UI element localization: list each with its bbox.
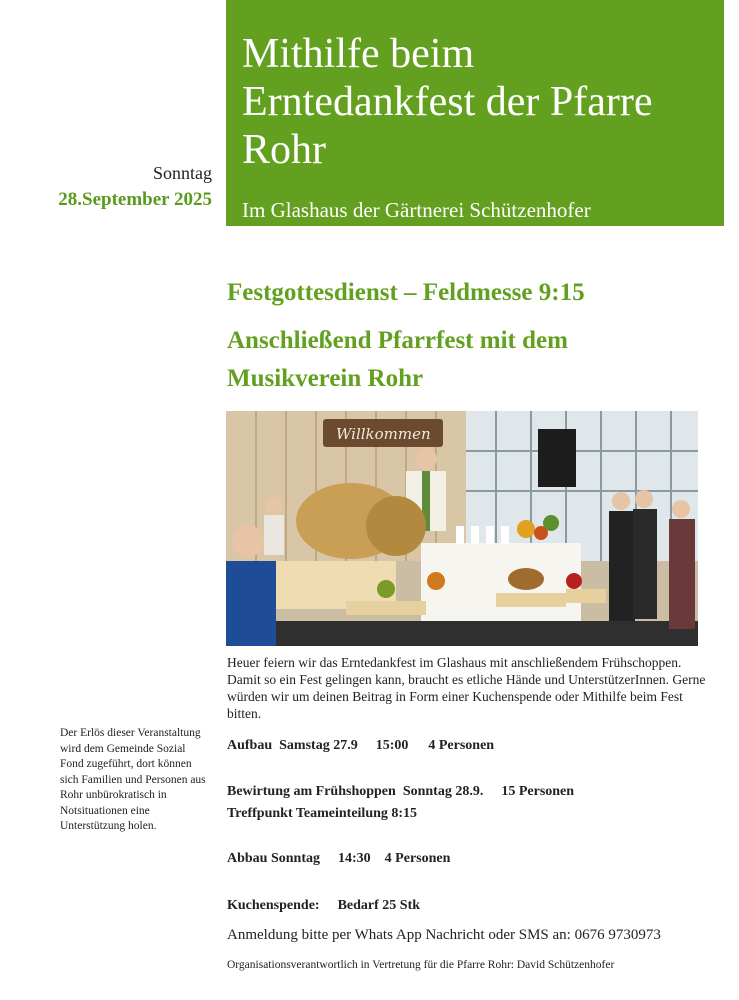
event-day: Sonntag — [152, 163, 212, 183]
task-abbau — [227, 848, 450, 869]
charity-note: Der Erlös dieser Veranstaltung wird dem Gemeinde Sozial Fond zugeführt, dort können sich Familien und Personen aus Rohr unbürokratisch in Notsituationen eine Unterstützung holen. — [60, 727, 206, 832]
intro-text: Heuer feiern wir das Erntedankfest im Glashaus mit anschließendem Frühschoppen. Damit so ein Fest gelingen kann, braucht es etliche Hände und UnterstützerInnen. Gerne würden wir um deinen Beitrag in Form einer Kuchenspende oder Mithilfe beim Fest bitten. — [227, 655, 706, 721]
event-photo-illustration — [226, 411, 698, 646]
task-kuchen — [227, 895, 420, 916]
page-title: Mithilfe beim Erntedankfest der Pfarre Rohr — [242, 31, 653, 173]
task-abbau-label: Abbau Sonntag — [227, 851, 320, 866]
task-bewirtung-meeting: Treffpunkt Teameinteilung 8:15 — [227, 806, 418, 821]
task-aufbau — [227, 735, 494, 756]
task-abbau-time: 14:30 — [338, 851, 371, 866]
task-bewirtung-people: 15 Personen — [501, 784, 575, 799]
event-date: 28.September 2025 — [58, 189, 212, 210]
task-aufbau-people: 4 Personen — [428, 738, 495, 753]
organizer-info: Organisationsverantwortlich in Vertretung für die Pfarre Rohr: David Schützenhofer — [227, 959, 615, 971]
task-aufbau-time: 15:00 — [375, 738, 409, 753]
mass-headline: Festgottesdienst – Feldmesse 9:15 — [227, 279, 585, 306]
task-bewirtung-when: Sonntag 28.9. — [402, 784, 484, 799]
event-photo — [226, 411, 698, 646]
welcome-sign-text: Willkommen — [336, 425, 431, 443]
fest-headline: Anschließend Pfarrfest mit dem Musikverein Rohr — [227, 327, 568, 392]
registration-info: Anmeldung bitte per Whats App Nachricht oder SMS an: 0676 9730973 — [227, 927, 661, 943]
task-aufbau-when: Samstag 27.9 — [279, 738, 358, 753]
task-abbau-people: 4 Personen — [384, 851, 451, 866]
task-bewirtung — [227, 781, 574, 802]
task-kuchen-need: Bedarf 25 Stk — [337, 898, 421, 913]
task-kuchen-label: Kuchenspende: — [227, 898, 320, 913]
venue-subtitle: Im Glashaus der Gärtnerei Schützenhofer — [242, 198, 591, 222]
task-aufbau-label: Aufbau — [227, 738, 273, 753]
task-bewirtung-label: Bewirtung am Frühshoppen — [227, 784, 396, 799]
